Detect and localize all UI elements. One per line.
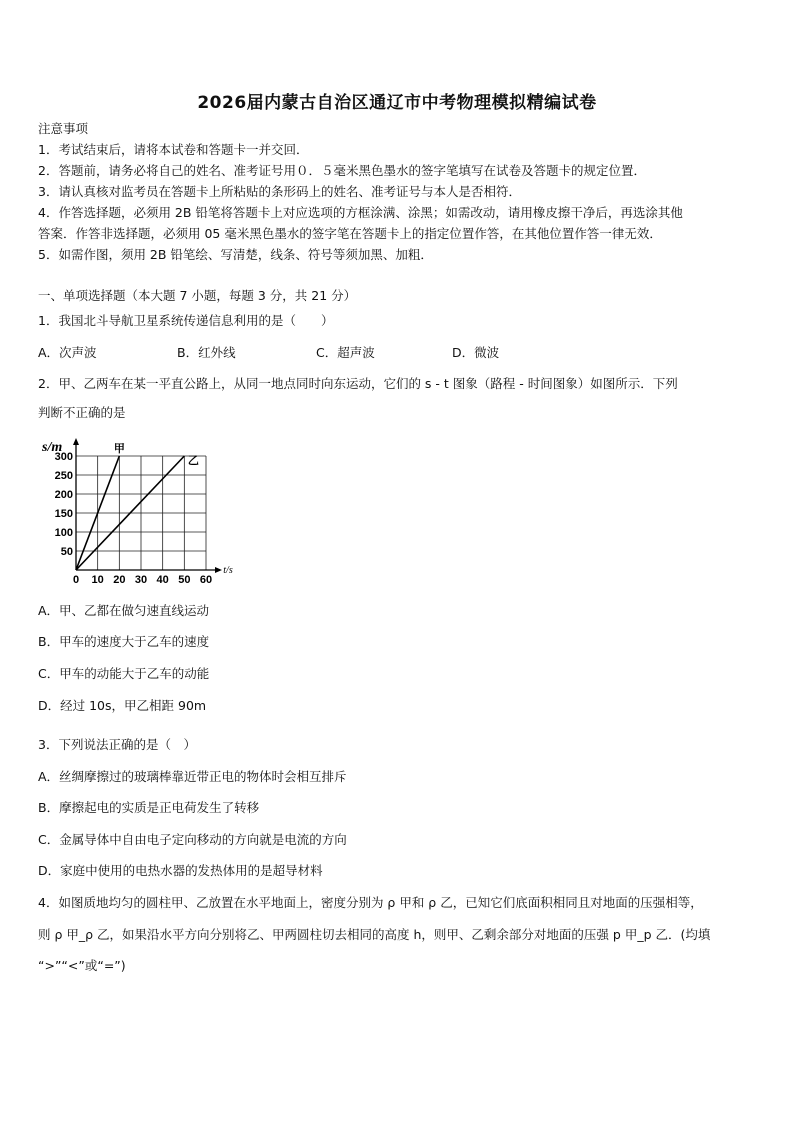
notice-item: 3．请认真核对监考员在答题卡上所粘贴的条形码上的姓名、准考证号与本人是否相符． — [38, 184, 521, 199]
series-label: 甲 — [113, 442, 125, 455]
y-tick-label: 150 — [54, 508, 73, 520]
notice-item: 5．如需作图，须用 2B 铅笔绘、写清楚，线条、符号等须加黑、加粗． — [38, 247, 433, 262]
y-tick-label: 200 — [54, 489, 73, 501]
x-axis-arrow — [215, 567, 222, 573]
y-axis-arrow — [73, 438, 79, 445]
option-d: D．微波 — [452, 345, 500, 360]
question-4-stem: 4．如图质地均匀的圆柱甲、乙放置在水平地面上，密度分别为 ρ 甲和 ρ 乙，已知它们底面积相同且对地面的压强相等， — [38, 895, 703, 910]
question-2-option-b: B．甲车的速度大于乙车的速度 — [38, 634, 210, 649]
x-tick-label: 10 — [91, 574, 104, 586]
question-2-stem: 2．甲、乙两车在某一平直公路上，从同一地点同时向东运动，它们的 s - t 图象（路程 - 时间图象）如图所示．下列 — [38, 376, 678, 391]
page-title: 2026届内蒙古自治区通辽市中考物理模拟精编试卷 — [197, 93, 597, 113]
question-3-option-d: D．家庭中使用的电热水器的发热体用的是超导材料 — [38, 863, 323, 878]
x-tick-label: 60 — [199, 574, 213, 586]
x-tick-label: 30 — [134, 574, 148, 586]
question-2-option-a: A．甲、乙都在做匀速直线运动 — [38, 603, 210, 618]
y-tick-label: 300 — [54, 451, 73, 463]
option-b: B．红外线 — [177, 345, 236, 360]
question-2-option-d: D．经过 10s，甲乙相距 90m — [38, 698, 207, 713]
question-2-option-c: C．甲车的动能大于乙车的动能 — [38, 666, 210, 681]
notice-heading: 注意事项 — [38, 121, 89, 136]
y-axis-label: s/m — [42, 440, 63, 455]
x-tick-label: 40 — [156, 574, 169, 586]
s-t-graph — [38, 436, 233, 586]
question-1-options — [38, 343, 758, 359]
question-3-option-a: A．丝绸摩擦过的玻璃棒靠近带正电的物体时会相互排斥 — [38, 769, 347, 784]
notice-item: 2．答题前，请务必将自己的姓名、准考证号用０．５毫米黑色墨水的签字笔填写在试卷及答题卡的规定位置． — [38, 163, 646, 178]
x-axis-label: t/s — [223, 565, 233, 576]
question-2-stem-continued: 判断不正确的是 — [38, 405, 126, 420]
question-4-answer-hint: “>”“<”或“=”) — [38, 958, 126, 973]
question-1-stem: 1．我国北斗导航卫星系统传递信息利用的是（ ） — [38, 313, 334, 328]
question-3-option-b: B．摩擦起电的实质是正电荷发生了转移 — [38, 800, 260, 815]
x-tick-label: 20 — [113, 574, 126, 586]
y-tick-label: 100 — [54, 527, 73, 539]
x-tick-label: 50 — [178, 574, 191, 586]
y-tick-label: 50 — [60, 546, 73, 558]
question-3-option-c: C．金属导体中自由电子定向移动的方向就是电流的方向 — [38, 832, 347, 847]
question-3-stem: 3．下列说法正确的是（ ） — [38, 737, 196, 752]
x-tick-label: 0 — [72, 574, 80, 586]
section-heading: 一、单项选择题（本大题 7 小题，每题 3 分，共 21 分） — [38, 288, 357, 303]
notice-item: 4．作答选择题，必须用 2B 铅笔将答题卡上对应选项的方框涂满、涂黑；如需改动，请用橡皮擦干净后，再选涂其他 — [38, 205, 683, 220]
notice-item: 答案．作答非选择题，必须用 05 毫米黑色墨水的签字笔在答题卡上的指定位置作答，在其他位置作答一律无效． — [38, 226, 662, 241]
question-4-stem-continued: 则 ρ 甲_ρ 乙，如果沿水平方向分别将乙、甲两圆柱切去相同的高度 h，则甲、乙剩余部分对地面的压强 p 甲_p 乙．(均填 — [38, 927, 711, 942]
series-label: 乙 — [187, 454, 199, 467]
option-a: A．次声波 — [38, 345, 97, 360]
option-c: C．超声波 — [316, 345, 375, 360]
y-tick-label: 250 — [54, 470, 73, 482]
notice-item: 1．考试结束后，请将本试卷和答题卡一并交回． — [38, 142, 309, 157]
